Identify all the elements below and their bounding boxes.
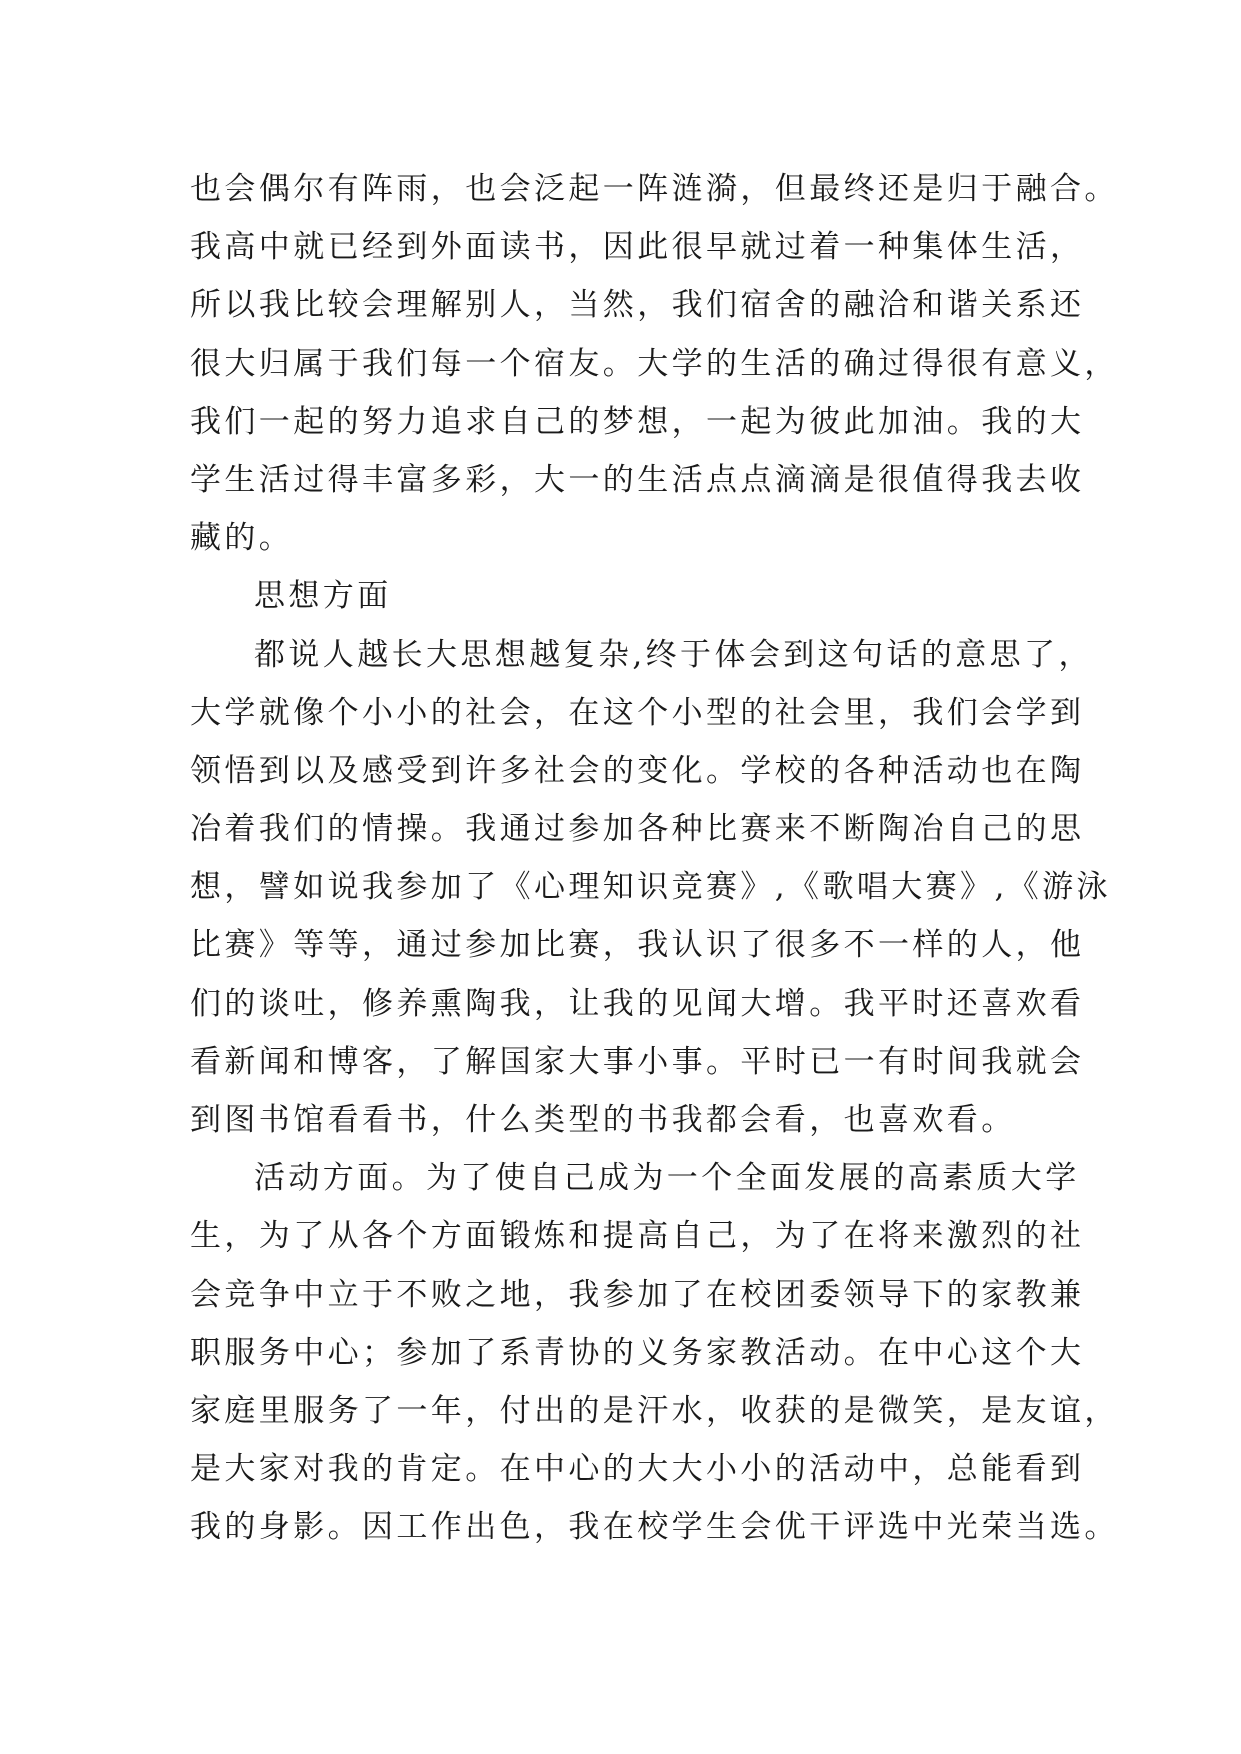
text-line: 想，譬如说我参加了《心理知识竞赛》,《歌唱大赛》,《游泳	[190, 869, 1111, 906]
text-line: 到图书馆看看书，什么类型的书我都会看，也喜欢看。	[190, 1102, 1016, 1138]
document-body	[190, 160, 1119, 1557]
text-line: 所以我比较会理解别人，当然，我们宿舍的融洽和谐关系还	[190, 287, 1085, 324]
text-line: 我的身影。因工作出色，我在校学生会优干评选中光荣当选。	[190, 1509, 1119, 1546]
text-line: 比赛》等等，通过参加比赛，我认识了很多不一样的人，他	[190, 927, 1085, 964]
text-line: 是大家对我的肯定。在中心的大大小小的活动中，总能看到	[190, 1451, 1085, 1488]
text-line: 看新闻和博客，了解国家大事小事。平时已一有时间我就会	[190, 1043, 1085, 1080]
paragraph-relationships	[190, 160, 1119, 567]
text-line: 学生活过得丰富多彩，大一的生活点点滴滴是很值得我去收	[190, 461, 1085, 498]
paragraph-thought	[190, 626, 1111, 1150]
text-line: 家庭里服务了一年，付出的是汗水，收获的是微笑，是友谊，	[190, 1392, 1119, 1429]
text-line: 职服务中心；参加了系青协的义务家教活动。在中心这个大	[190, 1334, 1085, 1371]
text-line: 们的谈吐，修养熏陶我，让我的见闻大增。我平时还喜欢看	[190, 985, 1085, 1022]
section-heading-thought: 思想方面	[254, 578, 392, 615]
text-line: 我高中就已经到外面读书，因此很早就过着一种集体生活，	[190, 229, 1085, 266]
text-line: 冶着我们的情操。我通过参加各种比赛来不断陶冶自己的思	[190, 811, 1085, 848]
text-line: 很大归属于我们每一个宿友。大学的生活的确过得很有意义，	[190, 345, 1119, 382]
text-line: 生，为了从各个方面锻炼和提高自己，为了在将来激烈的社	[190, 1218, 1085, 1255]
paragraph-activities	[190, 1149, 1119, 1556]
text-line: 我们一起的努力追求自己的梦想，一起为彼此加油。我的大	[190, 403, 1085, 440]
text-line: 领悟到以及感受到许多社会的变化。学校的各种活动也在陶	[190, 752, 1085, 789]
text-line: 也会偶尔有阵雨，也会泛起一阵涟漪，但最终还是归于融合。	[190, 171, 1119, 207]
text-line: 藏的。	[190, 520, 294, 557]
text-line: 会竞争中立于不败之地，我参加了在校团委领导下的家教兼	[190, 1276, 1085, 1313]
text-line: 活动方面。为了使自己成为一个全面发展的高素质大学	[254, 1160, 1080, 1197]
text-line: 大学就像个小小的社会，在这个小型的社会里，我们会学到	[190, 694, 1085, 731]
text-line: 都说人越长大思想越复杂,终于体会到这句话的意思了，	[254, 636, 1093, 673]
